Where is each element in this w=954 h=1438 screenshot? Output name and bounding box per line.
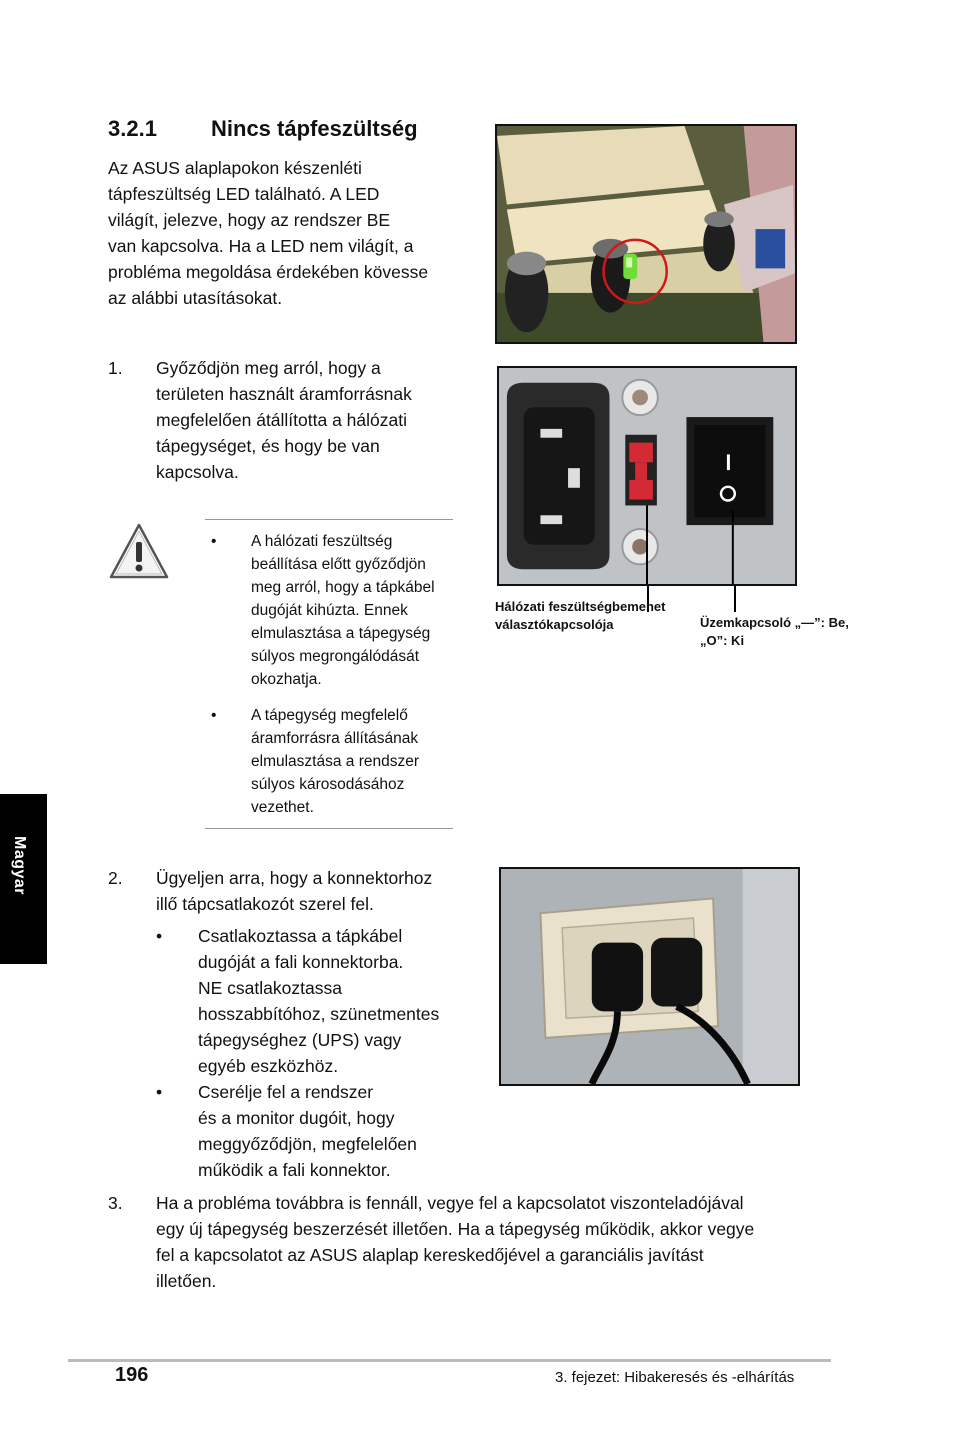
motherboard-led-photo (495, 124, 797, 344)
intro-line: probléma megoldása érdekében kövesse (108, 262, 429, 282)
step-2-bullet (156, 1079, 486, 1189)
bullet-line: és a monitor dugóit, hogy (198, 1108, 395, 1128)
note-line: áramforrásra állításának (251, 730, 419, 747)
note-line: dugóját kihúzta. Ennek (251, 602, 408, 619)
bullet: • (156, 1082, 163, 1102)
caption-line: Hálózati feszültségbemenet (495, 599, 666, 614)
bullet-line: dugóját a fali konnektorba. (198, 952, 404, 972)
bullet-line: NE csatlakoztassa (198, 978, 342, 998)
step-line: illetően. (156, 1271, 217, 1291)
bullet-line: tápegységhez (UPS) vagy (198, 1030, 402, 1050)
note-line: elmulasztása a tápegység (251, 625, 431, 642)
step-line: megfelelően átállította a hálózati (156, 410, 407, 430)
bullet-line: Cserélje fel a rendszer (198, 1082, 374, 1102)
step-number: 2. (108, 868, 123, 888)
step-line: Ha a probléma továbbra is fennáll, vegye fel a kapcsolatot viszonteladójával (156, 1193, 744, 1213)
note-line: elmulasztása a rendszer (251, 753, 419, 770)
bullet-line: Csatlakoztassa a tápkábel (198, 926, 403, 946)
step-text (156, 1190, 846, 1294)
switch-pointer-line (734, 586, 736, 612)
bullet-line: egyéb eszközhöz. (198, 1056, 339, 1076)
note-line: A hálózati feszültség (251, 533, 393, 550)
step-text (156, 865, 432, 917)
step-3 (108, 1190, 848, 1298)
language-label: Magyar (11, 836, 28, 896)
intro-paragraph (108, 155, 478, 311)
power-switch-caption (700, 614, 890, 650)
warning-notes (205, 519, 453, 829)
note-line: súlyos megrongálódását (251, 648, 420, 665)
note-line: meg arról, hogy a tápkábel (251, 579, 435, 596)
page-number: 196 (115, 1364, 149, 1386)
step-1 (108, 355, 478, 490)
intro-line: világít, jelezve, hogy az rendszer BE (108, 210, 391, 230)
step-line: egy új tápegység beszerzését illetően. Ha a tápegység működik, akkor vegye (156, 1219, 755, 1239)
caption-line: „O”: Ki (700, 633, 745, 648)
bullet: • (156, 926, 163, 946)
note-line: vezethet. (251, 799, 314, 816)
section-number: 3.2.1 (108, 116, 157, 141)
wall-socket-photo (499, 867, 800, 1086)
step-number: 1. (108, 358, 123, 378)
section-heading (108, 116, 468, 142)
language-tab (0, 794, 47, 964)
bullet-line: hosszabbítóhoz, szünetmentes (198, 1004, 440, 1024)
voltage-selector-caption (495, 598, 715, 634)
bullet: • (211, 707, 217, 724)
step-line: Győződjön meg arról, hogy a (156, 358, 381, 378)
footer-divider (68, 1359, 831, 1362)
note-line: okozhatja. (251, 671, 322, 688)
step-number: 3. (108, 1193, 123, 1213)
step-line: Ügyeljen arra, hogy a konnektorhoz (156, 868, 433, 888)
caption-line: választókapcsolója (495, 617, 614, 632)
psu-back-photo (497, 366, 797, 586)
note-line: beállítása előtt győződjön (251, 556, 426, 573)
step-line: illő tápcsatlakozót szerel fel. (156, 894, 374, 914)
section-title: Nincs tápfeszültség (211, 116, 418, 141)
chapter-title: 3. fejezet: Hibakeresés és -elhárítás (555, 1369, 795, 1386)
intro-line: tápfeszültség LED található. A LED (108, 184, 380, 204)
intro-line: az alábbi utasításokat. (108, 288, 283, 308)
note-line: súlyos károsodásához (251, 776, 405, 793)
step-line: tápegységet, és hogy be van (156, 436, 380, 456)
step-2 (108, 865, 478, 925)
caption-line: Üzemkapcsoló „—”: Be, (700, 615, 849, 630)
bullet: • (211, 533, 217, 550)
intro-line: Az ASUS alaplapokon készenléti (108, 158, 362, 178)
step-2-bullet (156, 923, 486, 1083)
intro-line: van kapcsolva. Ha a LED nem világít, a (108, 236, 414, 256)
step-text (156, 355, 412, 485)
bullet-line: meggyőződjön, megfelelően (198, 1134, 417, 1154)
note-line: A tápegység megfelelő (251, 707, 408, 724)
bullet-line: működik a fali konnektor. (198, 1160, 391, 1180)
step-line: kapcsolva. (156, 462, 239, 482)
step-line: fel a kapcsolatot az ASUS alaplap kereskedőjével a garanciális javítást (156, 1245, 704, 1265)
step-line: területen használt áramforrásnak (156, 384, 412, 404)
warning-icon (108, 522, 170, 580)
